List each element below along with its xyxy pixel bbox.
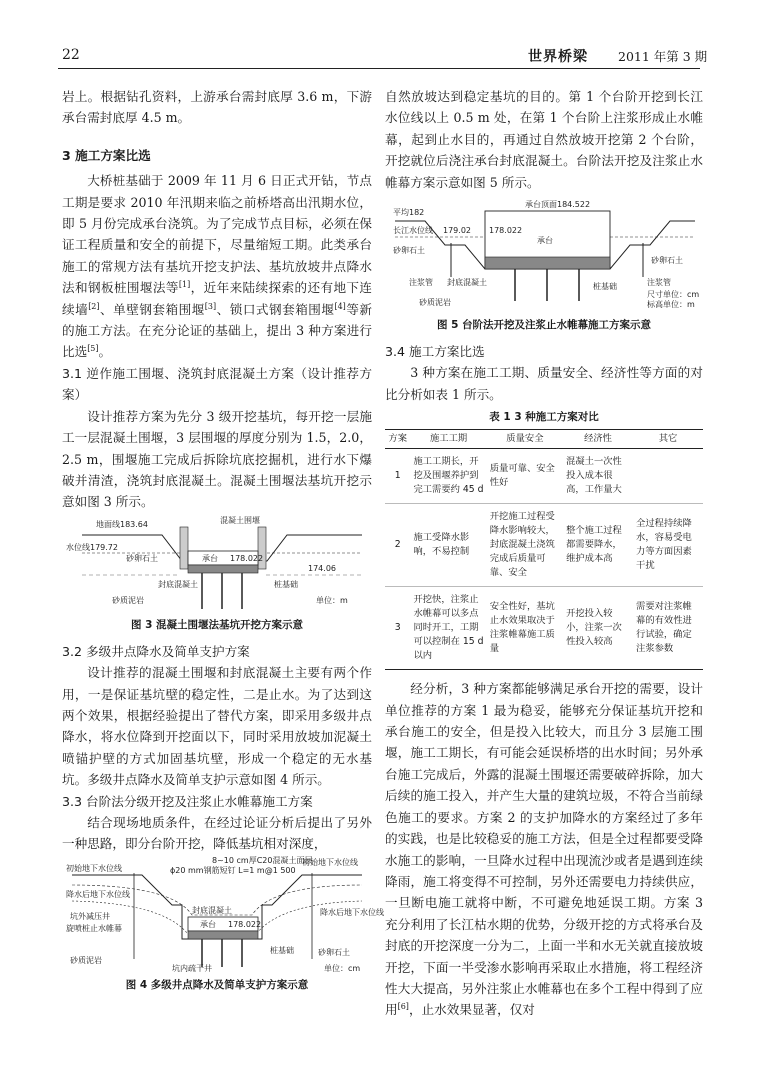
analysis-paragraph: 经分析，3 种方案都能够满足承台开挖的需要，设计单位推荐的方案 1 最为稳妥，能够充分保证基坑开挖和承台施工的安全，但是投入比较大，而且分 3 层施工围堰，施工工期长，有可能会延误桥塔的出水时间；另外承台施工完成后，外露的混凝土围堰还需要破碎拆除，加大后续的施工投入，并产生大量的建筑垃圾，不符合当前绿色施工的要求。方案 2 的支护加降水的方案经过了多年的实践，也是比较稳妥的施工方法，但是全过程都要受降水施工的影响，一旦降水过程中出现流沙或者是遇到连续降雨，施工将变得不可控制，另外还需要电力持续供应，一旦断电施工就将中断，不可避免地延误工期。方案 3 充分利用了长江枯水期的优势，分级开挖的方式将承台及封底的开挖深度一分为二，上面一半和水无关就直接放坡开挖，下面一半受渗水影响再采取止水措施，将工程经济性大大提高，另外注浆止水帷幕也在多个工程中得到了应用[6]，止水效果显著，仅对 bbox=[385, 681, 703, 1018]
fig5-platform-label: 承台 bbox=[537, 236, 553, 246]
table-header-scheme: 方案 bbox=[385, 430, 410, 449]
table-cell: 3 bbox=[385, 587, 410, 670]
fig4-well-label: 坑外减压井 bbox=[70, 911, 110, 921]
table-cell: 施工工期长，开挖及围堰养护到完工需要约 45 d bbox=[410, 449, 486, 504]
figure-4-caption: 图 4 多级井点降水及简单支护方案示意 bbox=[125, 978, 309, 991]
fig4-unit-label: 单位：cm bbox=[324, 963, 361, 973]
fig3-cofferdam-label: 混凝土围堰 bbox=[220, 515, 260, 525]
fig3-sandstone-label: 砂卵石土 bbox=[126, 553, 158, 563]
section-3-2-paragraph: 设计推荐的混凝土围堰和封底混凝土主要有两个作用，一是保证基坑壁的稳定性，二是止水。为了达到这两个效果，根据经验提出了替代方案，即采用多级井点降水，将水位降到开挖面以下，同时采用放坡加泥凝土喷锚护壁的方式加固基坑壁，形成一个稳定的无水基坑。多级井点降水及简单支护示意如图 4 所示。 bbox=[62, 665, 372, 788]
table-cell: 全过程持续降水，容易受电力等方面因素干扰 bbox=[633, 504, 703, 587]
figure-5-caption: 图 5 台阶法开挖及注浆止水帷幕施工方案示意 bbox=[436, 319, 652, 332]
fig5-grout-pipe-right-label: 注浆管 bbox=[647, 278, 671, 288]
fig4-pile-label: 桩基础 bbox=[270, 945, 294, 955]
table-cell: 需要对注浆帷幕的有效性进行试验，确定注浆参数 bbox=[633, 587, 703, 670]
table-cell: 开挖施工过程受降水影响较大，封底混凝土浇筑完成后质量可靠、安全 bbox=[487, 504, 563, 587]
header-rule bbox=[58, 68, 700, 69]
fig3-water-label: 水位线179.72 bbox=[66, 542, 118, 552]
table-row bbox=[385, 504, 703, 587]
fig5-units1-label: 尺寸单位：cm bbox=[647, 290, 700, 300]
section-3-3-heading: 3.3 台阶法分级开挖及注浆止水帷幕施工方案 bbox=[62, 793, 313, 809]
fig3-elev2-label: 174.06 bbox=[308, 563, 336, 573]
table-row bbox=[385, 449, 703, 504]
fig4-top-note-label: 8~10 cm厚C20混凝土面层 bbox=[212, 855, 313, 865]
section-3-2-heading: 3.2 多级井点降水及简单支护方案 bbox=[62, 643, 250, 659]
fig4-jet-label: 旋喷桩止水帷幕 bbox=[66, 923, 122, 933]
fig4-pit-well-label: 坑内疏干井 bbox=[172, 963, 212, 973]
fig3-elev1-label: 178.022 bbox=[230, 553, 264, 563]
fig4-e1-label: 178.022 bbox=[228, 919, 262, 929]
fig3-unit-label: 单位：m bbox=[316, 595, 348, 605]
table-cell: 混凝土一次性投入成本很高，工作量大 bbox=[563, 449, 633, 504]
fig3-seal-label: 封底混凝土 bbox=[158, 579, 198, 589]
figure-4 bbox=[62, 855, 384, 993]
section-3-4-paragraph: 3 种方案在施工工期、质量安全、经济性等方面的对比分析如表 1 所示。 bbox=[385, 365, 703, 402]
figure-5 bbox=[385, 197, 703, 333]
figure-3-caption: 图 3 混凝土围堰法基坑开挖方案示意 bbox=[130, 618, 304, 631]
table-cell: 安全性好，基坑止水效果取决于注浆帷幕施工质量 bbox=[487, 587, 563, 670]
section-3-4-heading: 3.4 施工方案比选 bbox=[385, 344, 485, 360]
fig4-sandstone-label: 砂卵石土 bbox=[318, 947, 350, 957]
table-cell bbox=[633, 449, 703, 504]
fig5-mudstone-label: 砂质泥岩 bbox=[419, 298, 451, 308]
figure-3-diagram bbox=[62, 513, 372, 613]
journal-name: 世界桥梁 bbox=[528, 49, 588, 65]
fig4-init-left-label: 初始地下水位线 bbox=[66, 863, 122, 873]
fig5-grout-pipe-left-label: 注浆管 bbox=[409, 278, 433, 288]
table-cell: 开挖快，注浆止水帷幕可以多点同时开工，工期可以控制在 15 d 以内 bbox=[410, 587, 486, 670]
fig5-units2-label: 标高单位：m bbox=[647, 300, 695, 310]
table-header-economy: 经济性 bbox=[563, 430, 633, 449]
table-cell: 整个施工过程都需要降水，维护成本高 bbox=[563, 504, 633, 587]
fig5-level-label: 平均182 bbox=[393, 208, 425, 218]
fig4-rebar-label: ϕ20 mm钢筋短钉 L=1 m@1 500 bbox=[170, 865, 296, 875]
fig4-mudstone-label: 砂质泥岩 bbox=[70, 955, 102, 965]
table-header-quality: 质量安全 bbox=[487, 430, 563, 449]
page-number: 22 bbox=[62, 47, 80, 63]
left-column bbox=[62, 86, 384, 1001]
table-cell: 开挖投入较小，注浆一次性投入较高 bbox=[563, 587, 633, 670]
table-1-caption: 表 1 3 种施工方案对比 bbox=[489, 411, 599, 424]
section-3-heading: 3 施工方案比选 bbox=[62, 147, 151, 163]
section-3-1-paragraph: 设计推荐方案为先分 3 级开挖基坑，每开挖一层施工一层混凝土围堰，3 层围堰的厚度分别为 1.5，2.0，2.5 m，围堰施工完成后拆除坑底挖掘机，进行水下爆破并清渣，浇筑封底混凝土。混凝土围堰法基坑开挖示意如图 3 所示。 bbox=[62, 408, 372, 510]
fig5-e2-label: 178.022 bbox=[489, 226, 523, 236]
table-cell: 质量可靠、安全性好 bbox=[487, 449, 563, 504]
fig3-pile-label: 桩基础 bbox=[274, 579, 298, 589]
intro-paragraph: 岩上。根据钻孔资料，上游承台需封底厚 3.6 m，下游承台需封底厚 4.5 m。 bbox=[62, 89, 372, 126]
journal-issue: 2011 年第 3 期 bbox=[618, 49, 708, 64]
table-cell: 2 bbox=[385, 504, 410, 587]
fig4-platform-label: 承台 bbox=[200, 919, 216, 929]
fig4-seal-label: 封底混凝土 bbox=[192, 905, 232, 915]
table-header-period: 施工工期 bbox=[410, 430, 486, 449]
fig3-mudstone-label: 砂质泥岩 bbox=[112, 595, 144, 605]
fig4-drop-left-label: 降水后地下水位线 bbox=[66, 889, 130, 899]
section-3-paragraph: 大桥桩基础于 2009 年 11 月 6 日正式开钻，节点工期是要求 2010 年汛期来临之前桥塔高出汛期水位，即 5 月份完成承台浇筑。为了完成节点目标，必须在保证工程质量和安全的前提下，尽量缩短工期。此类承台施工的常规方法有基坑开挖支护法、基坑放坡井点降水法和钢板桩围堰法等[1]，近年来陆续探索的还有地下连续墙[2]、单壁钢套箱围堰[3]、锁口式钢套箱围堰[4]等新的施工方法。在充分论证的基础上，提出 3 种方案进行比选[5]。 bbox=[62, 173, 373, 360]
fig5-platform-top-label: 承台顶面184.522 bbox=[525, 200, 591, 210]
section-3-3-paragraph: 结合现场地质条件，在经过论证分析后提出了另外一种思路，即分台阶开挖，降低基坑相对深度， bbox=[62, 814, 372, 852]
table-cell: 施工受降水影响，不易控制 bbox=[410, 504, 486, 587]
right-column bbox=[385, 86, 703, 1021]
fig5-seal-label: 封底混凝土 bbox=[447, 278, 487, 288]
continuation-paragraph: 自然放坡达到稳定基坑的目的。第 1 个台阶开挖到长江水位线以上 0.5 m 处，在第 1 个台阶上注浆形成止水帷幕，起到止水目的，再通过自然放坡开挖第 2 个台阶，开挖就位后浇注承台封底混凝土。台阶法开挖及注浆止水帷幕方案示意如图 5 所示。 bbox=[385, 89, 703, 190]
fig5-e1-label: 179.02 bbox=[443, 226, 471, 236]
figure-3 bbox=[62, 513, 372, 633]
table-cell: 1 bbox=[385, 449, 410, 504]
fig3-platform-label: 承台 bbox=[202, 553, 218, 563]
table-header-other: 其它 bbox=[633, 430, 703, 449]
fig5-sandstone-left-label: 砂卵石土 bbox=[393, 246, 425, 256]
figure-5-diagram bbox=[385, 197, 703, 313]
figure-4-diagram bbox=[62, 855, 384, 973]
fig4-drop-right-label: 降水后地下水位线 bbox=[320, 907, 384, 917]
fig4-init-right-label: 初始地下水位线 bbox=[302, 857, 358, 867]
fig3-ground-label: 地面线183.64 bbox=[96, 519, 148, 529]
fig5-water-label: 长江水位线 bbox=[393, 226, 433, 236]
section-3-1-heading: 3.1 逆作施工围堰、浇筑封底混凝土方案（设计推荐方案） bbox=[62, 365, 372, 403]
comparison-table bbox=[385, 429, 703, 670]
fig5-sandstone-right-label: 砂卵石土 bbox=[651, 256, 683, 266]
table-row bbox=[385, 587, 703, 670]
table-header-row bbox=[385, 430, 703, 449]
fig5-pile-label: 桩基础 bbox=[593, 282, 617, 292]
